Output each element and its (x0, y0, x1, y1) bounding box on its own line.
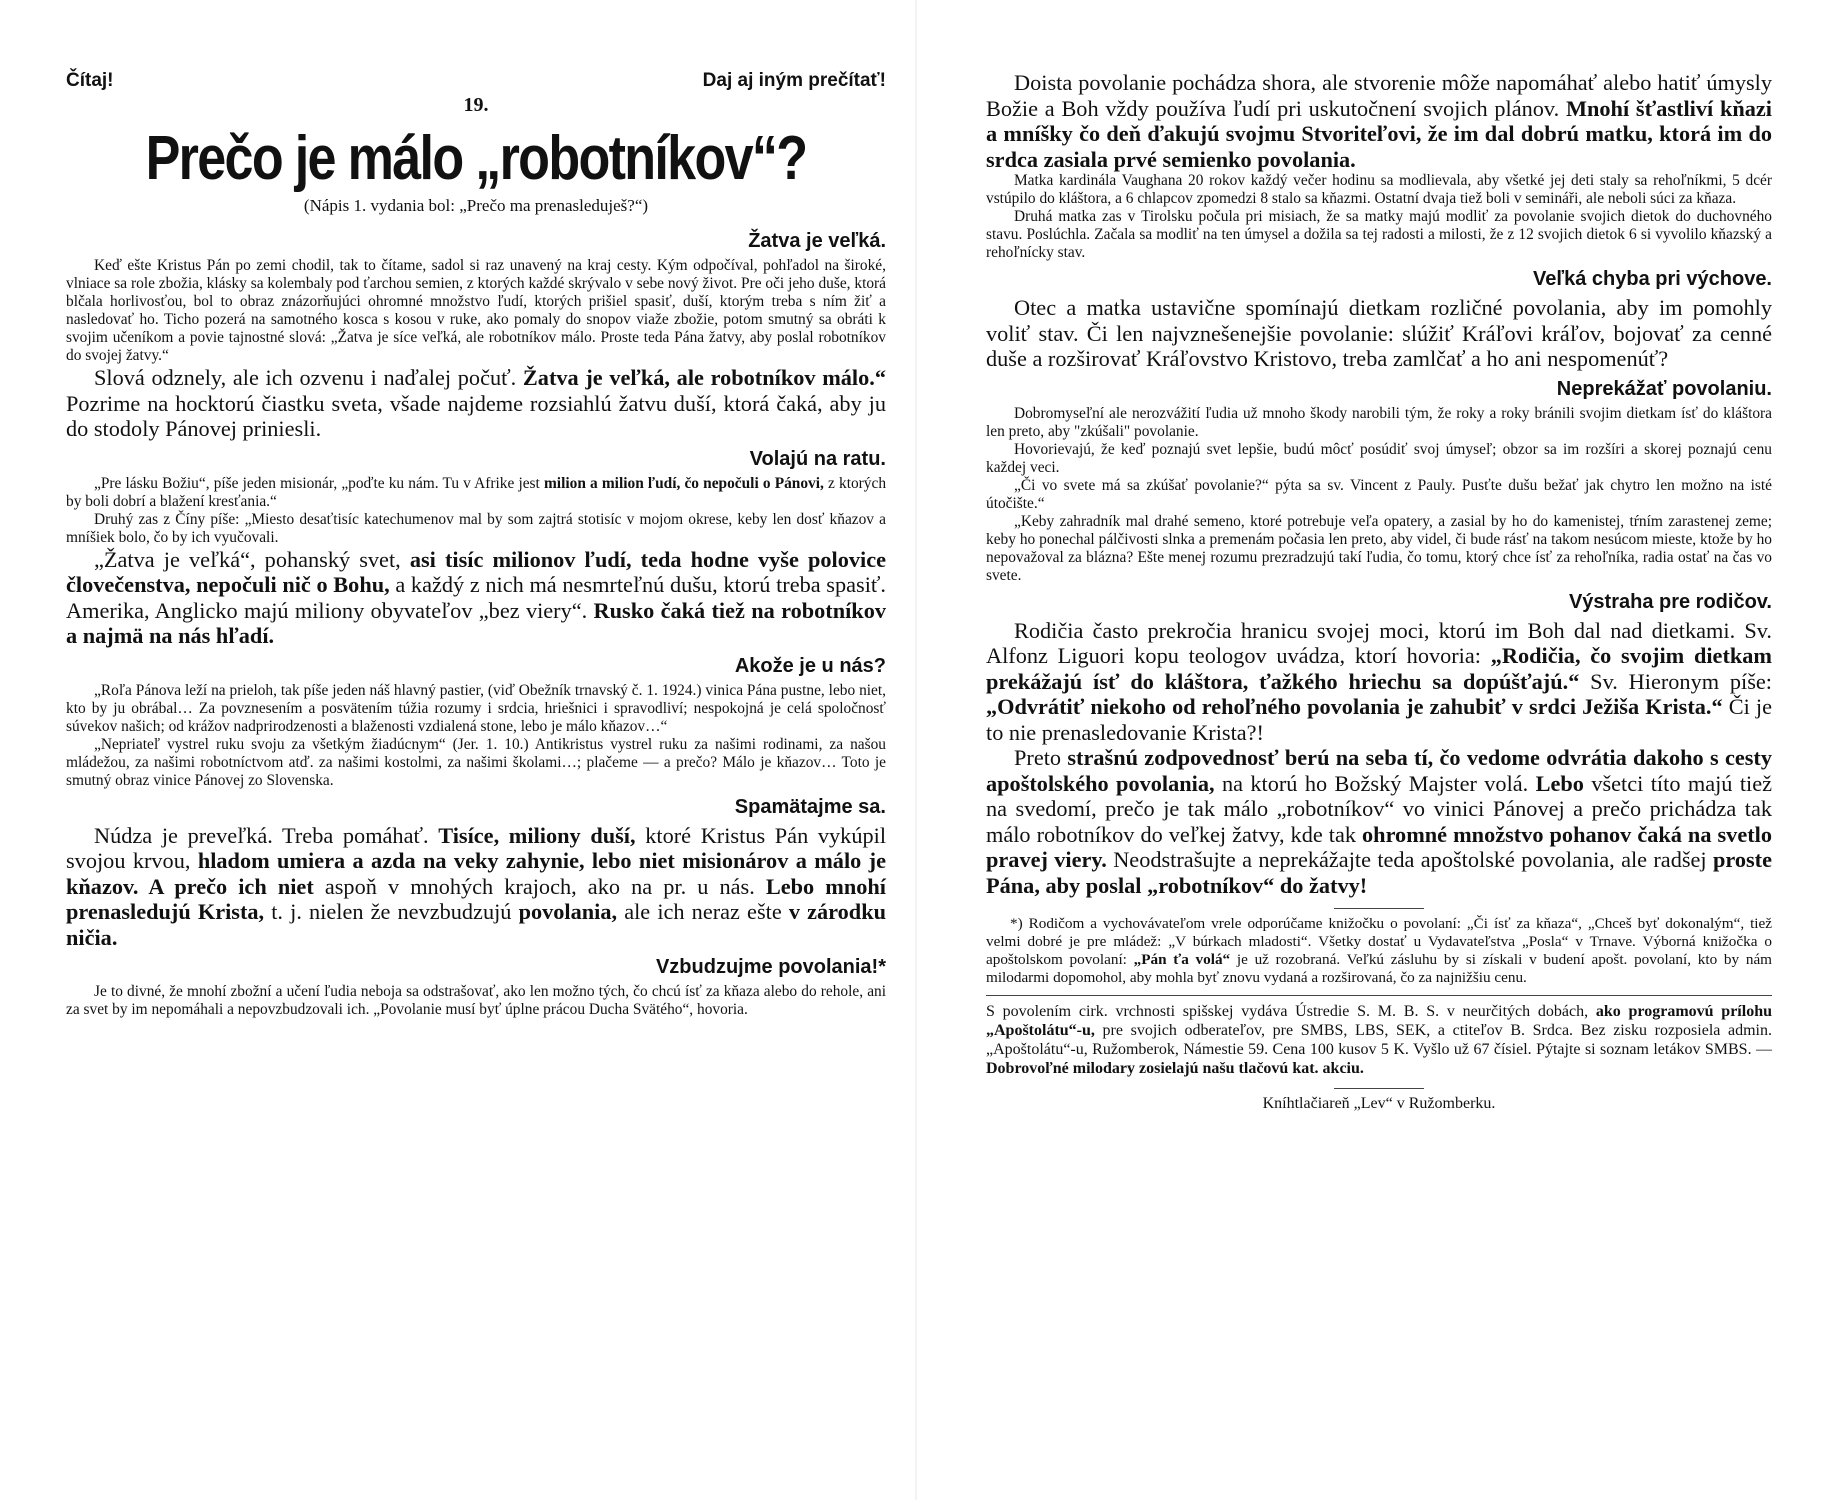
paragraph: Hovorievajú, že keď poznajú svet lepšie, budú môcť posúdiť svoj úmyseľ; obzor sa im rozšíri a skorej poznajú cenu každej veci. (986, 440, 1772, 476)
page-title: Prečo je málo „robotníkov“? (145, 124, 807, 193)
header-right-text: Daj aj iným prečítať! (702, 70, 886, 91)
paragraph: Dobromyseľní ale nerozvážití ľudia už mnoho škody narobili tým, že roky a roky bránili svojim dietkam ísť do kláštora len preto, aby "zkúšali" povolanie. (986, 404, 1772, 440)
footnote-divider (1334, 908, 1424, 909)
subtitle: (Nápis 1. vydania bol: „Prečo ma prenasleduješ?“) (303, 196, 649, 215)
heading-spamatajme: Spamätajme sa. (734, 795, 886, 818)
paragraph: „Pre lásku Božiu“, píše jeden misionár, „poďte ku nám. Tu v Afrike jest milion a milion ľudí, čo nepočuli o Pánovi, z ktorých by boli dobrí a blažení kresťania.“ (66, 474, 887, 510)
heading-velka-chyba: Veľká chyba pri výchove. (1533, 268, 1772, 290)
printer-credit: Kníhtlačiareň „Lev“ v Ružomberku. (1262, 1095, 1496, 1112)
paragraph: Je to divné, že mnohí zbožní a učení ľudia neboja sa odstrašovať, ako len možno tých, čo chcú ísť za kňaza alebo do rehole, ani za svet by im nepomáhali a nepovzbudzovali ich. „Povolanie musí byť úplne prácou Ducha Svätého“, hovoria. (66, 983, 886, 1018)
imprint-divider (986, 995, 1772, 996)
left-header (66, 70, 886, 92)
paragraph: „Roľa Pánova leží na prieloh, tak píše jeden náš hlavný pastier, (viď Obežník trnavský č. 1. 1924.) vinica Pána pustne, lebo niet, kto by ju obrábal… Za povznesením a posvätením túžia rozumy i srdcia, hriešnici i spravodliví; nespokojná je celá spoločnosť súvekov našich; od krážov nadprirodzenosti a blaženosti vzdialená stone, lebo je málo kňazov…“ (66, 681, 886, 735)
page-number: 19. (463, 94, 489, 116)
paragraph: Keď ešte Kristus Pán po zemi chodil, tak to čítame, sadol si raz unavený na kraj cesty. Kým odpočíval, pohľadol na široké, vlniace sa role zbožia, klásky sa kolembaly pod ťarchou semien, z ktorých každé skrývalo v sebe nový život. Pre oči jeho duše, ktorá blčala horlivosťou, bol to obraz znázorňujúci ohromné množstvo ľudí, ktorých prišiel spasiť, duší, ktorým treba s ním žiť a nasledovať ho. Ticho pozerá na samotného kosca s kosou v ruke, ako pomaly do snopov viaže zbožie, potom smutný sa obráti k svojim učeníkom a povie tajnostné slová: „Žatva je síce veľká, ale robotníkov málo. Proste teda Pána žatvy, aby poslal robotníkov do svojej žatvy.“ (66, 257, 886, 364)
paragraph: Druhá matka zas v Tirolsku počula pri misiach, že sa matky majú modliť za povolanie svojich dietok do duchovného stavu. Poslúchla. Začala sa modliť na ten úmysel a dožila sa tej radosti a milosti, že z 12 svojich dietok 6 si vyvolilo kňazský a rehoľnícky stav. (986, 208, 1772, 261)
heading-volaju: Volajú na ratu. (749, 447, 886, 470)
footnote: *) Rodičom a vychovávateľom vrele odporúčame knižočku o povolaní: „Či ísť za kňaza“, „Chceš byť dokonalým“, tiež velmi dobré je pre mládež: „V búrkach mladosti“. Všetky dostať u Vydavateľstva „Posla“ v Trnave. Výborná knižočka o apoštolskom povolaní: „Pán ťa volá“ je už rozobraná. Veľkú zásluhu by si získali v budení apošt. povolaní, kto by nám milodarmi dopomohol, aby mohla byť znovu vydaná a rozširovaná, čo za najnižšiu cenu. (986, 915, 1772, 986)
paragraph: Preto strašnú zodpovednosť berú na seba tí, čo vedome odvrátia dakoho s cesty apoštolského povolania, na ktorú ho Božský Majster volá. Lebo všetci títo majú tiež na svedomí, prečo je tak málo „robotníkov“ vo vinici Pánovej a prečo prichádza tak málo robotníkov do veľkej žatvy, kde tak ohromné množstvo pohanov čaká na svetlo pravej viery. Neodstrašujte a neprekážajte teda apoštolské povolania, ale radšej proste Pána, aby poslal „robotníkov“ do žatvy! (986, 745, 1773, 898)
printer-divider (1334, 1088, 1424, 1089)
paragraph: „Keby zahradník mal drahé semeno, ktoré potrebuje veľa opatery, a zasial by ho do kamenistej, tŕním zarastenej zeme; keby ho ponechal pálčivosti slnka a premenám počasia len preto, aby videl, či bude rásť na takom nesúcom mieste, ktože by ho nepovažoval za blázna? Ešte menej rozumu prezradzujú takí ľudia, čo tomu, ktorý chce ísť za rehoľníka, radia ostať na čas vo svete. (986, 512, 1772, 584)
heading-neprekazat: Neprekážať povolaniu. (1556, 377, 1772, 400)
heading-vzbudzujme: Vzbudzujme povolania!* (655, 956, 886, 978)
heading-akoze: Akože je u nás? (734, 654, 886, 677)
paragraph: Druhý zas z Číny píše: „Miesto desaťtisíc katechumenov mal by som zajtrá stotisíc v mojom okrese, keby len dosť kňazov a mníšiek bolo, čo by ich vyučovali. (66, 510, 886, 546)
imprint: S povolením cirk. vrchnosti spišskej vydáva Ústredie S. M. B. S. v neurčitých dobách, ako programovú prílohu „Apoštolátu“-u, pre svojich odberateľov, pre SMBS, LBS, SEK, a ctiteľov B. Srdca. Bez zisku rozposiela admin. „Apoštolátu“-u, Ružomberok, Námestie 59. Cena 100 kusov 5 K. Vyšlo už 67 čísiel. Pýtajte si soznam letákov SMBS. — Dobrovoľné milodary zosielajú našu tlačovú kat. akciu. (986, 1003, 1772, 1077)
paragraph: Rodičia často prekročia hranicu svojej moci, ktorú im Boh dal nad dietkami. Sv. Alfonz Liguori kopu teologov uvádza, ktorí hovoria: „Rodičia, čo svojim dietkam prekážajú ísť do kláštora, ťažkého hriechu sa dopúšťajú.“ Sv. Hieronym píše: „Odvrátiť niekoho od rehoľného povolania je zahubiť v srdci Ježiša Krista.“ Či je to nie prenasledovanie Krista?! (986, 617, 1773, 745)
header-left-text: Čítaj! (66, 70, 114, 91)
paragraph: „Či vo svete má sa zkúšať povolanie?“ pýta sa sv. Vincent z Pauly. Pusťte dušu bežať jak chytro len možno na isté útočište.“ (986, 476, 1772, 512)
paragraph: Núdza je preveľká. Treba pomáhať. Tisíce, miliony duší, ktoré Kristus Pán vykúpil svojou krvou, hladom umiera a azda na veky zahynie, lebo niet misionárov a málo je kňazov. A prečo ich niet aspoň v mnohých krajoch, ako na pr. u nás. Lebo mnohí prenasledujú Krista, t. j. nielen že nevzbudzujú povolania, ale ich neraz ešte v zárodku ničia. (66, 822, 887, 950)
paragraph: Doista povolanie pochádza shora, ale stvorenie môže napomáhať alebo hatiť úmysly Božie a Boh vždy používa ľudí pri uskutočnení svojich plánov. Mnohí šťastliví kňazi a mníšky čo deň ďakujú svojmu Stvoriteľovi, že im dal dobrú matku, ktorá im do srdca zasiala prvé semienko povolania. (986, 70, 1772, 172)
paragraph: Slová odznely, ale ich ozvenu i naďalej počuť. Žatva je veľká, ale robotníkov málo.“ Pozrime na hocktorú čiastku sveta, všade najdeme rozsiahlú žatvu duší, ktorá čaká, aby ju do stodoly Pánovej priniesli. (66, 365, 886, 441)
paragraph: „Nepriateľ vystrel ruku svoju za všetkým žiadúcnym“ (Jer. 1. 10.) Antikristus vystrel ruku za našimi rodinami, za našou mládežou, za našimi robotníctvom atď. za našimi kostolmi, za našimi školami…; plačeme — a prečo? Málo je kňazov… Toto je smutný obraz vinice Pánovej zo Slovenska. (66, 735, 886, 789)
paragraph: Otec a matka ustavične spomínajú dietkam rozličné povolania, aby im pomohly voliť stav. Či len najvznešenejšie povolanie: slúžiť Kráľovi kráľov, bojovať za cenné duše a rozširovať Kráľovstvo Kristovo, treba zamlčať a ho ani nespomenúť? (986, 295, 1772, 371)
paragraph: „Žatva je veľká“, pohanský svet, asi tisíc milionov ľudí, teda hodne vyše polovice človečenstva, nepočuli nič o Bohu, a každý z nich má nesmrteľnú dušu, ktorú treba spasiť. Amerika, Anglicko majú miliony obyvateľov „bez viery“. Rusko čaká tiež na robotníkov a najmä na nás hľadí. (66, 546, 886, 648)
paragraph: Matka kardinála Vaughana 20 rokov každý večer hodinu sa modlievala, aby všetké jej deti staly sa rehoľníkmi, 5 dcér vstúpilo do kláštora, a 6 chlapcov zpomedzi 8 stalo sa kňazmi. Ostatní dvaja tiež boli v semináři, ale neboli súci za kňaza. (986, 172, 1772, 207)
right-page (916, 0, 1832, 1500)
heading-vystraha: Výstraha pre rodičov. (1568, 590, 1772, 613)
heading-zatva: Žatva je veľká. (748, 230, 886, 252)
